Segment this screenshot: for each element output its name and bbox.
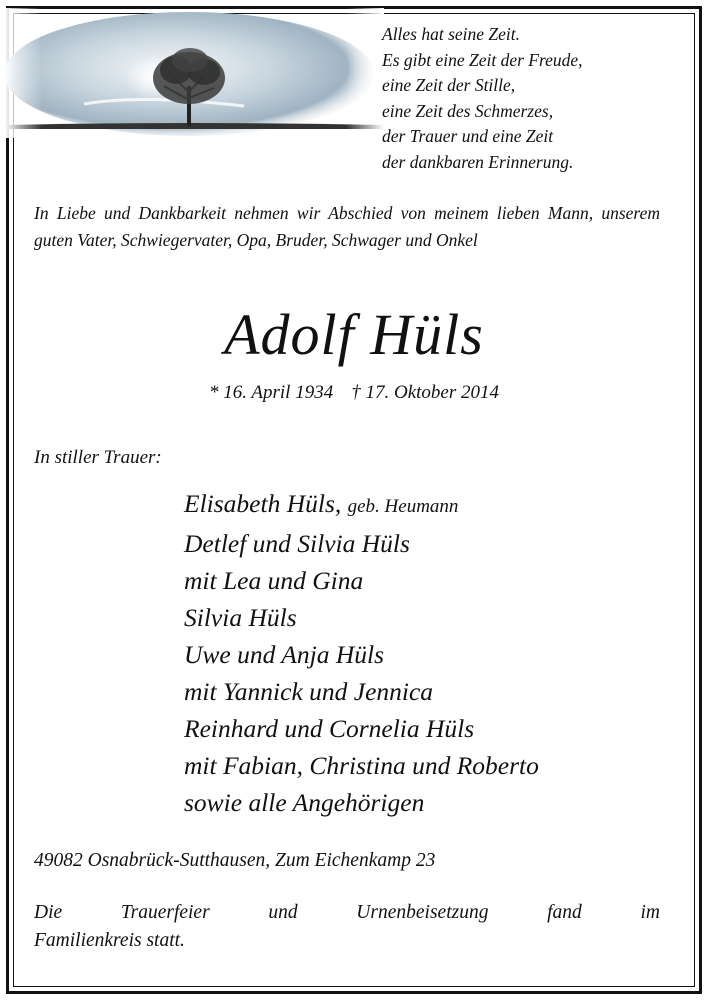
poem-line: Alles hat seine Zeit. — [382, 24, 521, 44]
deceased-name: Adolf Hüls — [224, 302, 484, 367]
birth-date: * 16. April 1934 — [209, 382, 334, 403]
intro-text: In Liebe und Dankbarkeit nehmen wir Abschied von meinem lieben Mann, unserem guten Vater, Schwiegervater, Opa, Bruder, Schwager und Onkel — [34, 203, 660, 250]
mourning-label: In stiller Trauer: — [34, 447, 162, 468]
death-date: † 17. Oktober 2014 — [351, 382, 499, 403]
poem-line: Es gibt eine Zeit der Freude, — [382, 49, 583, 70]
mourner-name: Elisabeth Hüls, — [184, 489, 342, 518]
mourner-line: Reinhard und Cornelia Hüls — [184, 714, 475, 743]
funeral-note-line: Die Trauerfeier und Urnenbeisetzung fand im — [34, 902, 660, 923]
mourner-line: mit Fabian, Christina und Roberto — [184, 751, 539, 780]
poem-line: eine Zeit der Stille, — [382, 75, 516, 95]
poem-line: eine Zeit des Schmerzes, — [382, 100, 554, 121]
mourner-line: mit Yannick und Jennica — [184, 677, 434, 706]
funeral-note — [34, 899, 660, 955]
mourner-line: Detlef und Silvia Hüls — [184, 529, 410, 558]
mourner-line: mit Lea und Gina — [184, 566, 364, 595]
poem-line: der dankbaren Erinnerung. — [382, 151, 574, 172]
funeral-note-line: Familienkreis statt. — [34, 930, 185, 951]
maiden-name-note: geb. Heumann — [347, 496, 459, 517]
poem — [382, 22, 672, 175]
mourner-line — [184, 485, 684, 525]
tree-image — [4, 8, 384, 138]
mourners-list — [184, 485, 684, 821]
mourner-line: Silvia Hüls — [184, 603, 297, 632]
mourner-line: sowie alle Angehörigen — [184, 788, 425, 817]
poem-line: der Trauer und eine Zeit — [382, 126, 554, 146]
mourner-line: Uwe und Anja Hüls — [184, 640, 384, 669]
life-dates — [0, 380, 708, 406]
address: 49082 Osnabrück-Sutthausen, Zum Eichenkamp 23 — [34, 850, 436, 871]
